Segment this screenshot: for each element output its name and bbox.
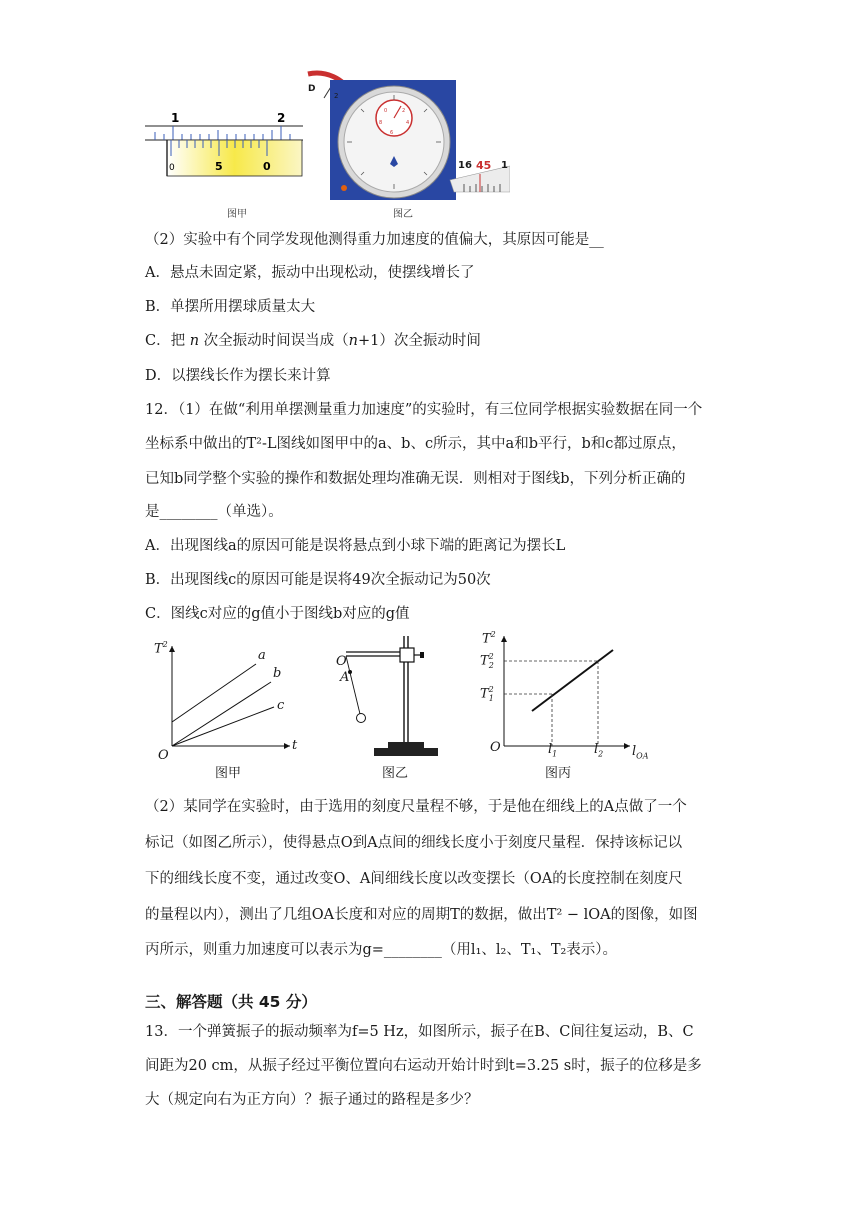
q11-option-c: C．把 n 次全振动时间误当成（n+1）次全振动时间: [145, 333, 481, 349]
q13-line2: 间距为20 cm，从振子经过平衡位置向右运动开始计时到t=3.25 s时，振子的位移是多: [145, 1058, 702, 1074]
q12-option-c: C．图线c对应的g值小于图线b对应的g值: [145, 606, 410, 622]
q12-part2-line2: 标记（如图乙所示），使得悬点O到A点间的细线长度小于刻度尺量程．保持该标记以: [145, 835, 683, 851]
q13-line3: 大（规定向右为正方向）？振子通过的路程是多少？: [145, 1092, 479, 1108]
graph-bing: [480, 628, 650, 764]
jia-line-label-b: b: [273, 666, 282, 681]
yi-point-a: A: [340, 670, 350, 685]
section-heading: 三、解答题（共 45 分）: [145, 993, 317, 1011]
q11-option-b: B．单摆所用摆球质量太大: [145, 299, 316, 315]
svg-text:8: 8: [379, 120, 383, 126]
q12-option-a: A．出现图线a的原因可能是误将悬点到小球下端的距离记为摆长L: [145, 538, 566, 554]
yi-point-o: O: [336, 654, 347, 669]
vernier-number-5: 5: [215, 160, 223, 173]
q12-option-b: B．出现图线c的原因可能是误将49次全振动记为50次: [145, 572, 491, 588]
q12-line3: 已知b同学整个实验的操作和数据处理均准确无误．则相对于图线b，下列分析正确的: [145, 471, 686, 487]
caption-caliper: 图甲: [227, 209, 247, 220]
jia-y-label: $T^2$: [154, 640, 168, 657]
svg-text:0: 0: [384, 108, 388, 114]
q12-line2: 坐标系中做出的T²-L图线如图甲中的a、b、c所示，其中a和b平行，b和c都过原点，: [145, 436, 686, 452]
jia-origin: O: [158, 748, 169, 763]
line-a: [172, 664, 256, 722]
jia-line-label-a: a: [258, 648, 266, 663]
caption-stopwatch: 图乙: [393, 209, 413, 220]
q11-part2-stem: （2）实验中有个同学发现他测得重力加速度的值偏大，其原因可能是__: [145, 232, 604, 248]
bing-tick-l2: $l_2$: [594, 742, 604, 759]
caption-bing: 图丙: [545, 766, 572, 781]
jia-x-label: t: [292, 738, 298, 753]
zoom-number-16: 16: [458, 160, 472, 171]
bing-tick-t1: $T^2_1$: [480, 685, 494, 703]
caption-jia: 图甲: [215, 766, 242, 781]
svg-text:4: 4: [406, 120, 410, 126]
bing-origin: O: [490, 740, 501, 755]
bing-x-label: $l_{OA}$: [632, 744, 649, 761]
q12-part2-line4: 的量程以内），测出了几组OA长度和对应的周期T的数据，做出T² − lOA的图像，如图: [145, 907, 698, 923]
svg-text:6: 6: [390, 130, 394, 136]
bing-y-label: $T^2$: [482, 630, 496, 647]
bing-tick-t2: $T^2_2$: [480, 652, 494, 670]
q12-line1: 12．（1）在做“利用单摆测量重力加速度”的实验时，有三位同学根据实验数据在同一个: [145, 402, 703, 418]
caption-yi: 图乙: [382, 766, 409, 781]
graph-jia: [150, 640, 310, 770]
main-scale-number-1: 1: [171, 111, 180, 125]
stopwatch-corner-d: D: [308, 84, 316, 94]
bing-tick-l1: $l_1$: [548, 742, 558, 759]
bing-data-line: [532, 650, 613, 711]
vernier-number-0: 0: [169, 163, 175, 173]
zoom-number-45: 45: [476, 159, 492, 172]
caliper-figure: [145, 100, 303, 182]
stopwatch-corner-number: 2: [334, 92, 339, 100]
main-scale-number-2: 2: [277, 111, 286, 125]
svg-text:2: 2: [402, 108, 406, 114]
zoom-number-1: 1: [501, 160, 508, 171]
pendulum-stand: [330, 630, 440, 760]
q12-part2-line1: （2）某同学在实验时，由于选用的刻度尺量程不够，于是他在细线上的A点做了一个: [145, 799, 687, 815]
q13-line1: 13．一个弹簧振子的振动频率为f=5 Hz，如图所示，振子在B、C间往复运动，B、C: [145, 1024, 694, 1040]
q12-part2-line3: 下的细线长度不变，通过改变O、A间细线长度以改变摆长（OA的长度控制在刻度尺: [145, 871, 683, 887]
jia-line-label-c: c: [277, 698, 285, 713]
vernier-number-10: 0: [263, 160, 271, 173]
q11-option-d: D．以摆线长作为摆长来计算: [145, 368, 331, 384]
stopwatch-figure: [304, 70, 510, 200]
q12-part2-line5: 丙所示，则重力加速度可以表示为g=________（用l₁、l₂、T₁、T₂表示）。: [145, 942, 618, 958]
q11-option-a: A．悬点未固定紧，振动中出现松动，使摆线增长了: [145, 265, 475, 281]
q12-line4: 是________（单选）。: [145, 504, 283, 520]
